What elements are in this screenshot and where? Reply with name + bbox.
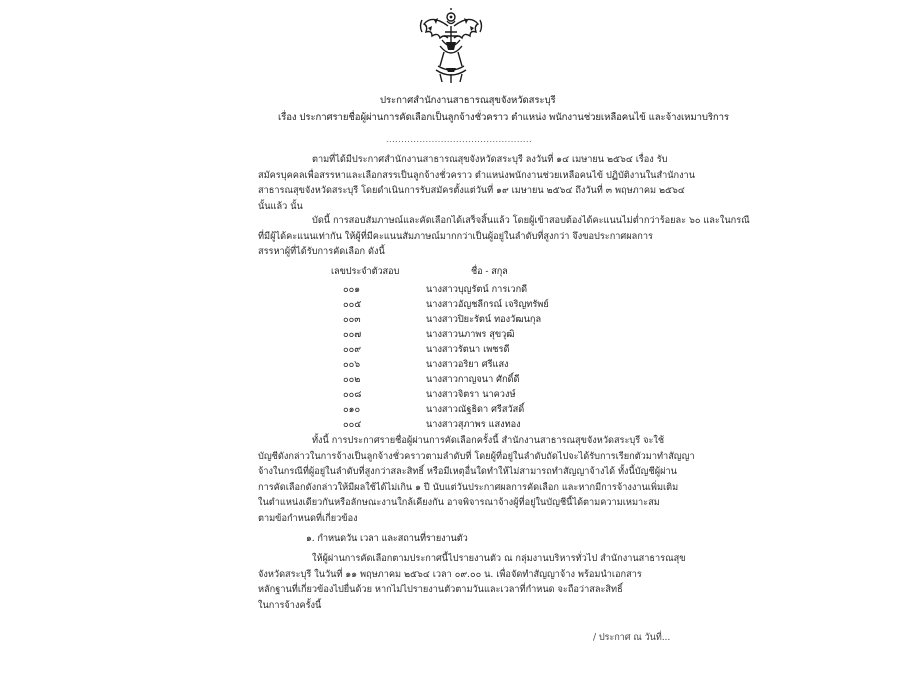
reporting-paragraph [258, 551, 686, 613]
paragraph-line: จังหวัดสระบุรี ในวันที่ ๑๑ พฤษภาคม ๒๕๖๔ เวลา ๐๙.๐๐ น. เพื่อจัดทำสัญญาจ้าง พร้อมนำเอกสาร [258, 568, 642, 580]
paragraph-line: สรรหาผู้ที่ได้รับการคัดเลือก ดังนี้ [258, 246, 385, 257]
candidate-name: นางสาวบุญรัตน์ การเวกดี [426, 284, 528, 295]
paragraph-line: ตามที่ได้มีประกาศสำนักงานสาธารณสุขจังหวัดสระบุรี ลงวันที่ ๑๔ เมษายน ๒๕๖๔ เรื่อง รับ [312, 154, 668, 165]
document-title: ประกาศสำนักงานสาธารณสุขจังหวัดสระบุรี [380, 95, 556, 106]
paragraph-line: ในการจ้างครั้งนี้ [258, 599, 322, 611]
candidate-name: นางสาวปิยะรัตน์ ทองวัฒนกุล [426, 314, 542, 325]
candidate-number: ๐๐๗ [343, 329, 362, 340]
paragraph-line: สมัครบุคคลเพื่อสรรหาและเลือกสรรเป็นลูกจ้างชั่วคราว ตำแหน่งพนักงานช่วยเหลือคนไข้ ปฏิบัติงานในสำนักงาน [258, 169, 695, 181]
column-header-number: เลขประจำตัวสอบ [331, 266, 400, 277]
candidate-number: ๐๐๖ [343, 359, 361, 370]
candidate-name: นางสาวกาญจนา ศักดิ์ดี [426, 374, 520, 385]
candidate-name: นางสาวอริยา ศรีแสง [426, 359, 509, 370]
section-heading: ๑. กำหนดวัน เวลา และสถานที่รายงานตัว [306, 533, 468, 544]
paragraph-line: ตามข้อกำหนดที่เกี่ยวข้อง [258, 512, 358, 524]
paragraph-line: หลักฐานที่เกี่ยวข้องไปยื่นด้วย หากไม่ไปรายงานตัวตามวันและเวลาที่กำหนด จะถือว่าสละสิทธิ์ [258, 584, 623, 595]
candidate-number: ๐๐๘ [343, 389, 362, 400]
paragraph-line: สาธารณสุขจังหวัดสระบุรี โดยดำเนินการรับสมัครตั้งแต่วันที่ ๑๙ เมษายน ๒๕๖๔ ถึงวันที่ ๓ พฤษภาคม ๒๕๖๔ [258, 185, 685, 196]
candidate-number: ๐๐๔ [343, 419, 362, 430]
paragraph-line: นั้นแล้ว นั้น [258, 200, 303, 212]
column-header-name: ชื่อ - สกุล [471, 266, 508, 277]
continuation-marker: / ประกาศ ณ วันที่... [593, 632, 671, 643]
paragraph-line: บัญชีดังกล่าวในการจ้างเป็นลูกจ้างชั่วคราวตามลำดับที่ โดยผู้ที่อยู่ในลำดับถัดไปจะได้รับการเรียกตัวมาทำสัญญา [258, 450, 695, 462]
candidate-number: ๐๐๕ [343, 299, 362, 310]
paragraph-line: จ้างในกรณีที่ผู้อยู่ในลำดับที่สูงกว่าสละสิทธิ์ หรือมีเหตุอื่นใดทำให้ไม่สามารถทำสัญญาจ้างได้ ทั้งนี้บัญชีผู้ผ่าน [258, 466, 677, 477]
paragraph-line: ให้ผู้ผ่านการคัดเลือกตามประกาศนี้ไปรายงานตัว ณ กลุ่มงานบริหารทั่วไป สำนักงานสาธารณสุข [312, 553, 686, 564]
document-subject: เรื่อง ประกาศรายชื่อผู้ผ่านการคัดเลือกเป็นลูกจ้างชั่วคราว ตำแหน่ง พนักงานช่วยเหลือคนไข้ และจ้างเหมาบริการ [278, 112, 729, 123]
candidate-name: นางสาวจิตรา นาควงษ์ [426, 389, 516, 400]
conditions-paragraph [258, 433, 695, 526]
candidate-name: นางสาวอัญชลีกรณ์ เจริญทรัพย์ [426, 299, 549, 310]
paragraph-line: บัดนี้ การสอบสัมภาษณ์และคัดเลือกได้เสร็จสิ้นแล้ว โดยผู้เข้าสอบต้องได้คะแนนไม่ต่ำกว่าร้อยละ ๖๐ และในกรณี [312, 215, 750, 226]
candidate-name: นางสาวรัตนา เพชรดี [426, 344, 510, 355]
candidate-number: ๐๐๙ [343, 344, 361, 355]
announcement-paragraph [258, 213, 750, 260]
candidate-name: นางสาวณัฐธิดา ศรีสวัสดิ์ [426, 404, 525, 415]
candidate-number: ๐๐๑ [343, 284, 361, 295]
intro-paragraph [258, 152, 695, 214]
paragraph-line: ที่มีผู้ได้คะแนนเท่ากัน ให้ผู้ที่มีคะแนนสัมภาษณ์มากกว่าเป็นผู้อยู่ในลำดับที่สูงกว่า จึงขอประกาศผลการ [258, 230, 653, 242]
candidate-number: ๐๐๓ [343, 314, 361, 325]
paragraph-line: ในตำแหน่งเดียวกันหรือลักษณะงานใกล้เคียงกัน อาจพิจารณาจ้างผู้ที่อยู่ในบัญชีนี้ได้ตามความเหมาะสม [258, 497, 660, 508]
candidate-number: ๐๑๐ [343, 404, 361, 415]
paragraph-line: การคัดเลือกดังกล่าวให้มีผลใช้ได้ไม่เกิน ๑ ปี นับแต่วันประกาศผลการคัดเลือก และหากมีการจ้างงานเพิ่มเติม [258, 481, 679, 493]
candidate-name: นางสาวนภาพร สุขวุฒิ [426, 329, 515, 340]
candidate-number: ๐๐๒ [343, 374, 361, 385]
separator-dots: ................................................ [386, 135, 533, 144]
candidate-name: นางสาวสุภาพร แสงทอง [426, 419, 521, 430]
paragraph-line: ทั้งนี้ การประกาศรายชื่อผู้ผ่านการคัดเลือกครั้งนี้ สำนักงานสาธารณสุขจังหวัดสระบุรี จะใช้ [312, 435, 665, 446]
garuda-emblem-icon [418, 8, 484, 84]
